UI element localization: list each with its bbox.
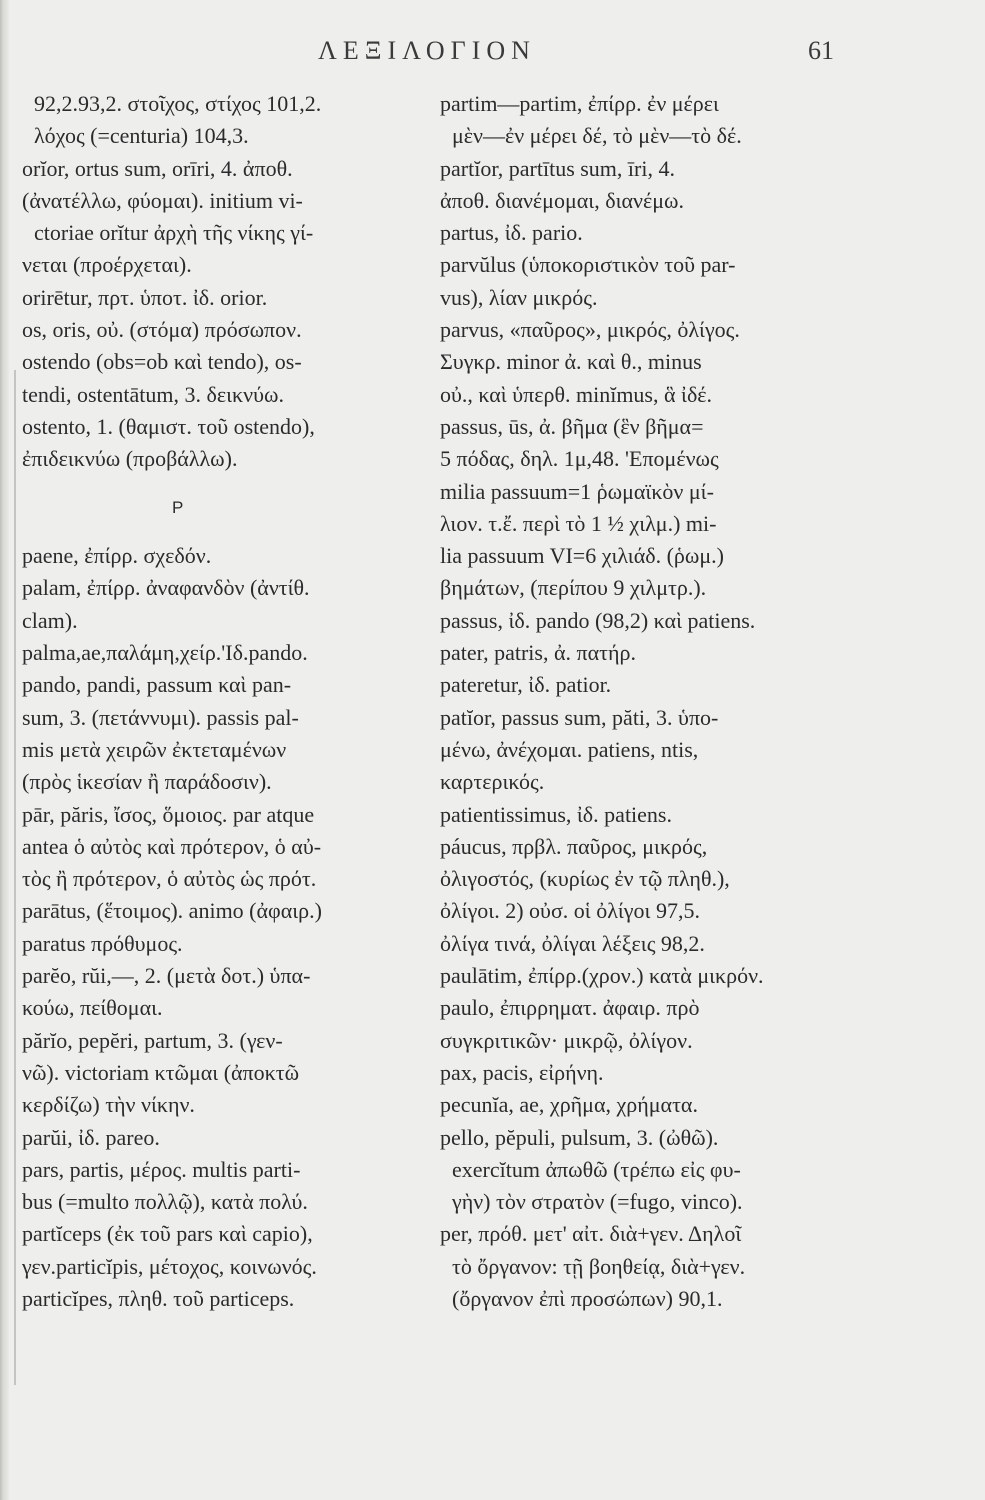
dictionary-line: tendi, ostentātum, 3. δεικνύω.: [22, 381, 284, 407]
dictionary-line: pār, păris, ἴσος, ὅμοιος. par atque: [22, 801, 315, 827]
dictionary-line: (ἀνατέλλω, φύομαι). initium vi-: [22, 187, 303, 213]
dictionary-line: orĭor, ortus sum, orīri, 4. ἀποθ.: [22, 155, 293, 181]
dictionary-line: ὀλιγοστός, (κυρίως ἐν τῷ πληθ.),: [440, 866, 730, 892]
dictionary-line: κούω, πείθομαι.: [22, 995, 163, 1021]
dictionary-line: paulo, ἐπιρρηματ. ἀφαιρ. πρὸ: [440, 995, 700, 1021]
dictionary-line: páucus, πρβλ. παῦρος, μικρός,: [440, 833, 708, 859]
dictionary-line: parātus, (ἕτοιμος). animo (ἀφαιρ.): [22, 898, 322, 924]
dictionary-line: parŭi, ἰδ. pareo.: [22, 1124, 160, 1150]
dictionary-line: orirētur, πρτ. ὑποτ. ἰδ. orior.: [22, 284, 268, 310]
dictionary-line: οὐ., καὶ ὑπερθ. minĭmus, ἃ ἰδέ.: [440, 381, 713, 407]
dictionary-line: vus), λίαν μικρός.: [440, 284, 598, 310]
dictionary-line: νεται (προέρχεται).: [22, 252, 192, 278]
dictionary-line: καρτερικός.: [440, 769, 545, 795]
dictionary-line: μὲν—ἐν μέρει δέ, τὸ μὲν—τὸ δέ.: [452, 123, 742, 149]
dictionary-line: ὀλίγα τινά, ὀλίγαι λέξεις 98,2.: [440, 930, 705, 956]
dictionary-line: palam, ἐπίρρ. ἀναφανδὸν (ἀντίθ.: [22, 575, 310, 601]
page-number: 61: [808, 36, 834, 65]
dictionary-line: pello, pĕpuli, pulsum, 3. (ὠθῶ).: [440, 1124, 719, 1150]
left-column: [22, 88, 427, 1315]
dictionary-line: pateretur, ἰδ. patior.: [440, 672, 612, 698]
dictionary-line: lia passuum VI=6 χιλιάδ. (ῥωμ.): [440, 543, 725, 569]
dictionary-line: particĭpes, πληθ. τοῦ particeps.: [22, 1285, 295, 1311]
dictionary-line: paene, ἐπίρρ. σχεδόν.: [22, 543, 212, 569]
dictionary-line: ostento, 1. (θαμιστ. τοῦ ostendo),: [22, 413, 315, 439]
dictionary-line: τὸ ὄργανον: τῇ βοηθείᾳ, διὰ+γεν.: [452, 1253, 746, 1279]
page-header: [0, 36, 985, 76]
dictionary-line: parvus, «παῦρος», μικρός, ὀλίγος.: [440, 317, 740, 343]
binding-line: [14, 370, 16, 1385]
dictionary-line: partĭor, partītus sum, īri, 4.: [440, 155, 675, 181]
dictionary-line: antea ὁ αὐτὸς καὶ πρότερον, ὁ αὐ-: [22, 833, 322, 859]
dictionary-line: patĭor, passus sum, păti, 3. ὑπο-: [440, 704, 719, 730]
dictionary-line: pando, pandi, passum καὶ pan-: [22, 672, 292, 698]
section-letter: P: [172, 497, 184, 517]
dictionary-line: paratus πρόθυμος.: [22, 930, 183, 956]
dictionary-line: ctoriae orĭtur ἀρχὴ τῆς νίκης γί-: [34, 220, 314, 246]
dictionary-line: 5 πόδας, δηλ. 1μ,48. 'Επομένως: [440, 446, 719, 472]
dictionary-line: per, πρόθ. μετ' αἰτ. διὰ+γεν. Δηλοῖ: [440, 1221, 742, 1247]
dictionary-line: paulātim, ἐπίρρ.(χρον.) κατὰ μικρόν.: [440, 963, 764, 989]
dictionary-line: milia passuum=1 ῥωμαϊκὸν μί-: [440, 478, 714, 504]
dictionary-line: νῶ). victoriam κτῶμαι (ἀποκτῶ: [22, 1059, 300, 1085]
dictionary-line: ostendo (obs=ob καὶ tendo), os-: [22, 349, 302, 375]
running-title: ΛΕΞΙΛΟΓΙΟΝ: [318, 36, 536, 65]
dictionary-line: Συγκρ. minor ἀ. καὶ θ., minus: [440, 349, 702, 375]
dictionary-line: clam).: [22, 607, 78, 633]
right-column: [440, 88, 850, 1315]
dictionary-line: passus, ἰδ. pando (98,2) καὶ patiens.: [440, 607, 756, 633]
dictionary-line: patientissimus, ἰδ. patiens.: [440, 801, 672, 827]
dictionary-line: 92,2.93,2. στοῖχος, στίχος 101,2.: [34, 91, 322, 116]
dictionary-line: μένω, ἀνέχομαι. patiens, ntis,: [440, 736, 699, 762]
page-edge-shadow: [0, 0, 9, 1500]
dictionary-line: βημάτων, (περίπου 9 χιλμτρ.).: [440, 575, 707, 601]
dictionary-line: pater, patris, ἀ. πατήρ.: [440, 640, 636, 666]
dictionary-line: partĭceps (ἐκ τοῦ pars καὶ capio),: [22, 1221, 313, 1247]
dictionary-line: partim—partim, ἐπίρρ. ἐν μέρει: [440, 91, 719, 116]
dictionary-line: γὴν) τὸν στρατὸν (=fugo, vinco).: [452, 1189, 743, 1215]
dictionary-line: συγκριτικῶν· μικρῷ, ὀλίγον.: [440, 1027, 693, 1053]
dictionary-line: λιον. τ.ἔ. περὶ τὸ 1 ½ χιλμ.) mi-: [440, 510, 717, 536]
dictionary-line: γεν.particĭpis, μέτοχος, κοινωνός.: [22, 1253, 317, 1279]
dictionary-line: λόχος (=centuria) 104,3.: [34, 123, 249, 149]
dictionary-line: pax, pacis, εἰρήνη.: [440, 1059, 604, 1085]
dictionary-line: passus, ūs, ἀ. βῆμα (ἓν βῆμα=: [440, 413, 704, 439]
dictionary-line: mis μετὰ χειρῶν ἐκτεταμένων: [22, 736, 287, 762]
dictionary-line: ὀλίγοι. 2) οὐσ. οἱ ὀλίγοι 97,5.: [440, 898, 700, 924]
dictionary-line: sum, 3. (πετάννυμι). passis pal-: [22, 704, 299, 730]
dictionary-line: pars, partis, μέρος. multis parti-: [22, 1156, 301, 1182]
dictionary-line: parĕo, rŭi,—, 2. (μετὰ δοτ.) ὑπα-: [22, 963, 311, 989]
dictionary-line: κερδίζω) τὴν νίκην.: [22, 1092, 195, 1118]
dictionary-line: partus, ἰδ. pario.: [440, 220, 583, 246]
dictionary-line: exercĭtum ἀπωθῶ (τρέπω εἰς φυ-: [452, 1156, 741, 1182]
dictionary-line: ἐπιδεικνύω (προβάλλω).: [22, 446, 238, 472]
dictionary-line: (πρὸς ἱκεσίαν ἢ παράδοσιν).: [22, 769, 272, 795]
dictionary-line: ἀποθ. διανέμομαι, διανέμω.: [440, 187, 684, 213]
dictionary-line: palma,ae,παλάμη,χείρ.'Ιδ.pando.: [22, 640, 308, 666]
dictionary-line: (ὄργανον ἐπὶ προσώπων) 90,1.: [452, 1285, 723, 1311]
dictionary-line: pecunĭa, ae, χρῆμα, χρήματα.: [440, 1092, 698, 1118]
dictionary-line: os, oris, οὐ. (στόμα) πρόσωπον.: [22, 317, 302, 343]
dictionary-line: bus (=multo πολλῷ), κατὰ πολύ.: [22, 1189, 308, 1215]
dictionary-line: parvŭlus (ὑποκοριστικὸν τοῦ par-: [440, 252, 736, 278]
dictionary-line: τὸς ἢ πρότερον, ὁ αὐτὸς ὡς πρότ.: [22, 866, 317, 892]
dictionary-line: părĭo, pepĕri, partum, 3. (γεν-: [22, 1027, 283, 1053]
